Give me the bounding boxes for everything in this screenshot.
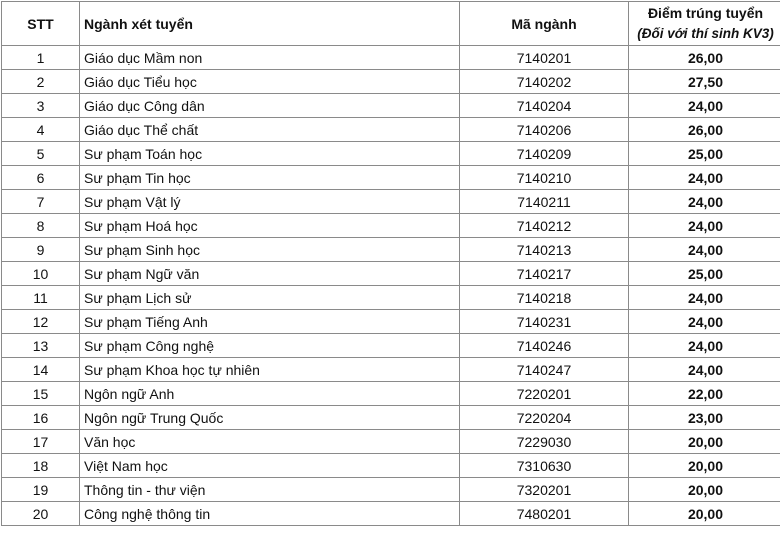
header-score-note: (Đối với thí sinh KV3) — [637, 26, 774, 41]
row-major-name: Giáo dục Công dân — [80, 94, 460, 118]
row-stt: 9 — [2, 238, 80, 262]
row-major-code: 7480201 — [460, 502, 629, 526]
row-major-name: Sư phạm Toán học — [80, 142, 460, 166]
row-major-name: Ngôn ngữ Trung Quốc — [80, 406, 460, 430]
table-row — [2, 286, 780, 310]
row-stt: 6 — [2, 166, 80, 190]
row-stt: 4 — [2, 118, 80, 142]
row-score: 24,00 — [629, 94, 780, 118]
row-stt: 7 — [2, 190, 80, 214]
row-major-name: Giáo dục Mầm non — [80, 46, 460, 70]
row-stt: 5 — [2, 142, 80, 166]
row-score: 27,50 — [629, 70, 780, 94]
row-stt: 19 — [2, 478, 80, 502]
row-stt: 17 — [2, 430, 80, 454]
row-major-code: 7140202 — [460, 70, 629, 94]
row-stt: 20 — [2, 502, 80, 526]
table-row — [2, 214, 780, 238]
table-body — [2, 46, 780, 526]
row-stt: 18 — [2, 454, 80, 478]
row-major-name: Sư phạm Ngữ văn — [80, 262, 460, 286]
row-major-code: 7140213 — [460, 238, 629, 262]
header-major-code: Mã ngành — [460, 2, 629, 46]
row-major-name: Sư phạm Vật lý — [80, 190, 460, 214]
row-stt: 10 — [2, 262, 80, 286]
table-row — [2, 94, 780, 118]
row-major-name: Công nghệ thông tin — [80, 502, 460, 526]
row-major-name: Việt Nam học — [80, 454, 460, 478]
table-row — [2, 262, 780, 286]
table-row — [2, 310, 780, 334]
row-major-code: 7140204 — [460, 94, 629, 118]
header-major-name: Ngành xét tuyển — [80, 2, 460, 46]
row-major-name: Văn học — [80, 430, 460, 454]
row-stt: 15 — [2, 382, 80, 406]
row-stt: 11 — [2, 286, 80, 310]
row-major-name: Sư phạm Khoa học tự nhiên — [80, 358, 460, 382]
table-row — [2, 70, 780, 94]
row-score: 20,00 — [629, 478, 780, 502]
table-row — [2, 382, 780, 406]
table-row — [2, 406, 780, 430]
admission-score-table — [1, 1, 780, 526]
row-major-code: 7140209 — [460, 142, 629, 166]
row-major-code: 7140231 — [460, 310, 629, 334]
table-row — [2, 478, 780, 502]
row-major-code: 7140247 — [460, 358, 629, 382]
row-stt: 12 — [2, 310, 80, 334]
row-major-code: 7140212 — [460, 214, 629, 238]
row-major-code: 7140211 — [460, 190, 629, 214]
row-score: 24,00 — [629, 166, 780, 190]
table-row — [2, 502, 780, 526]
row-major-code: 7140218 — [460, 286, 629, 310]
table-row — [2, 334, 780, 358]
row-stt: 14 — [2, 358, 80, 382]
row-major-code: 7140206 — [460, 118, 629, 142]
row-major-name: Sư phạm Hoá học — [80, 214, 460, 238]
row-major-code: 7140217 — [460, 262, 629, 286]
row-major-name: Sư phạm Tiếng Anh — [80, 310, 460, 334]
row-score: 20,00 — [629, 430, 780, 454]
row-major-code: 7220201 — [460, 382, 629, 406]
row-major-name: Sư phạm Sinh học — [80, 238, 460, 262]
row-major-code: 7140246 — [460, 334, 629, 358]
row-score: 24,00 — [629, 214, 780, 238]
row-major-name: Sư phạm Công nghệ — [80, 334, 460, 358]
row-stt: 13 — [2, 334, 80, 358]
row-score: 24,00 — [629, 310, 780, 334]
row-score: 26,00 — [629, 118, 780, 142]
row-score: 24,00 — [629, 238, 780, 262]
row-score: 24,00 — [629, 190, 780, 214]
row-stt: 16 — [2, 406, 80, 430]
header-stt: STT — [2, 2, 80, 46]
table-row — [2, 430, 780, 454]
row-score: 24,00 — [629, 334, 780, 358]
table-row — [2, 118, 780, 142]
row-major-code: 7229030 — [460, 430, 629, 454]
header-row — [2, 2, 780, 46]
table-row — [2, 166, 780, 190]
header-score — [629, 2, 780, 46]
table-row — [2, 358, 780, 382]
row-score: 22,00 — [629, 382, 780, 406]
table-row — [2, 190, 780, 214]
table-row — [2, 454, 780, 478]
row-score: 24,00 — [629, 286, 780, 310]
table-row — [2, 142, 780, 166]
row-stt: 1 — [2, 46, 80, 70]
row-score: 26,00 — [629, 46, 780, 70]
admission-score-table-wrapper — [1, 1, 776, 534]
row-major-name: Giáo dục Tiểu học — [80, 70, 460, 94]
row-major-code: 7310630 — [460, 454, 629, 478]
row-major-name: Giáo dục Thể chất — [80, 118, 460, 142]
row-major-name: Sư phạm Lịch sử — [80, 286, 460, 310]
row-score: 25,00 — [629, 142, 780, 166]
row-score: 20,00 — [629, 502, 780, 526]
row-major-name: Sư phạm Tin học — [80, 166, 460, 190]
row-score: 20,00 — [629, 454, 780, 478]
row-score: 25,00 — [629, 262, 780, 286]
table-header — [2, 2, 780, 46]
row-major-name: Ngôn ngữ Anh — [80, 382, 460, 406]
header-score-title: Điểm trúng tuyển — [647, 5, 764, 21]
table-row — [2, 46, 780, 70]
row-stt: 2 — [2, 70, 80, 94]
row-major-code: 7140201 — [460, 46, 629, 70]
table-row — [2, 238, 780, 262]
row-major-code: 7140210 — [460, 166, 629, 190]
row-stt: 3 — [2, 94, 80, 118]
row-major-name: Thông tin - thư viện — [80, 478, 460, 502]
row-major-code: 7220204 — [460, 406, 629, 430]
row-score: 24,00 — [629, 358, 780, 382]
row-major-code: 7320201 — [460, 478, 629, 502]
row-score: 23,00 — [629, 406, 780, 430]
row-stt: 8 — [2, 214, 80, 238]
